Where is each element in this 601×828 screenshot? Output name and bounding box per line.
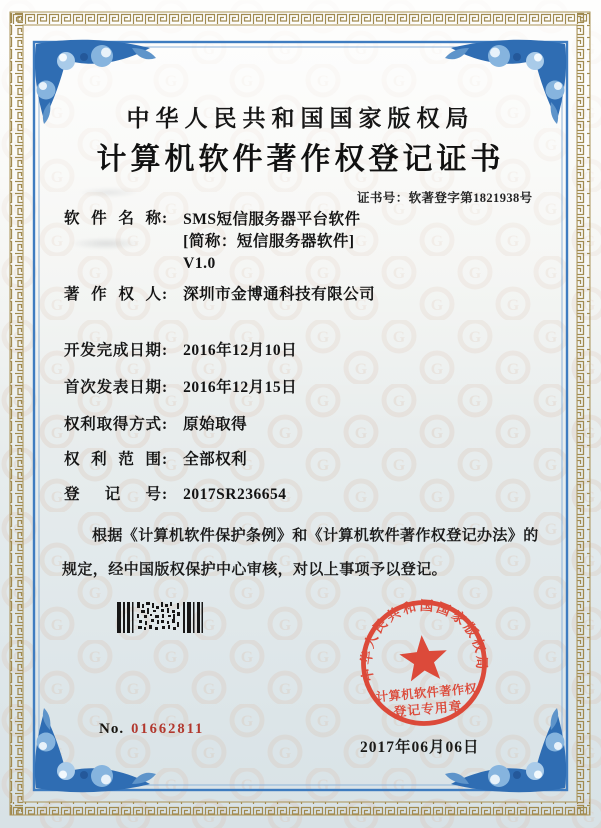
field-value [183, 209, 360, 275]
certificate-title: 计算机软件著作权登记证书 [96, 143, 505, 176]
field-row-rights-acquisition [64, 415, 247, 435]
software-name-line: SMS短信服务器平台软件 [183, 211, 361, 228]
field-colon: : [162, 451, 168, 468]
field-colon: : [162, 286, 168, 303]
issue-date: 2017年06月06日 [360, 739, 480, 756]
field-label: 首次发表日期 [64, 379, 161, 396]
registration-statement [62, 519, 554, 587]
field-label: 著作权人 [64, 286, 161, 303]
photo-smudge [78, 187, 140, 198]
field-colon: : [162, 379, 168, 396]
field-colon: : [162, 486, 168, 503]
field-label: 登记号 [64, 486, 161, 503]
field-value: 原始取得 [183, 416, 248, 433]
field-row-dev-completion-date [64, 341, 297, 361]
barcode [117, 602, 203, 633]
seal-inner-line1: 计算机软件著作权 [375, 681, 478, 705]
statement-line: 根据《计算机软件保护条例》和《计算机软件著作权登记办法》的 [92, 528, 539, 544]
serial-number-value: 01662811 [131, 721, 205, 737]
field-value: 深圳市金博通科技有限公司 [183, 286, 376, 303]
field-value: 2016年12月10日 [183, 342, 298, 359]
certificate-number-value: 软著登字第1821938号 [408, 191, 533, 205]
seal-ring-text: 中华人民共和国国家版权局 [358, 598, 490, 683]
certificate-number [357, 188, 533, 206]
field-colon: : [162, 416, 168, 433]
seal-inner-line2: 登记专用章 [393, 699, 464, 720]
field-label: 开发完成日期 [64, 342, 161, 359]
field-row-first-publish-date [64, 378, 297, 398]
official-seal [344, 583, 504, 743]
certificate-number-label: 证书号： [357, 191, 409, 205]
field-colon: : [162, 210, 168, 227]
field-label: 权利取得方式 [64, 416, 161, 433]
seal-star-icon [398, 633, 449, 682]
field-label: 软件名称 [64, 210, 161, 227]
field-label: 权利范围 [64, 451, 161, 468]
software-short-name-line: [简称：短信服务器软件] [183, 233, 355, 250]
field-colon: : [162, 342, 168, 359]
field-row-software-name [64, 209, 361, 275]
serial-number [99, 721, 204, 738]
field-row-rights-scope [64, 450, 247, 470]
field-value: 2017SR236654 [183, 486, 287, 503]
software-version-line: V1.0 [183, 255, 216, 272]
field-row-copyright-owner [64, 285, 375, 305]
authority-title: 中华人民共和国国家版权局 [126, 106, 475, 131]
statement-line: 规定，经中国版权保护中心审核，对以上事项予以登记。 [62, 562, 448, 578]
serial-prefix: No. [99, 721, 125, 737]
field-row-registration-number [64, 485, 287, 505]
field-value: 全部权利 [183, 451, 248, 468]
field-value: 2016年12月15日 [183, 379, 298, 396]
